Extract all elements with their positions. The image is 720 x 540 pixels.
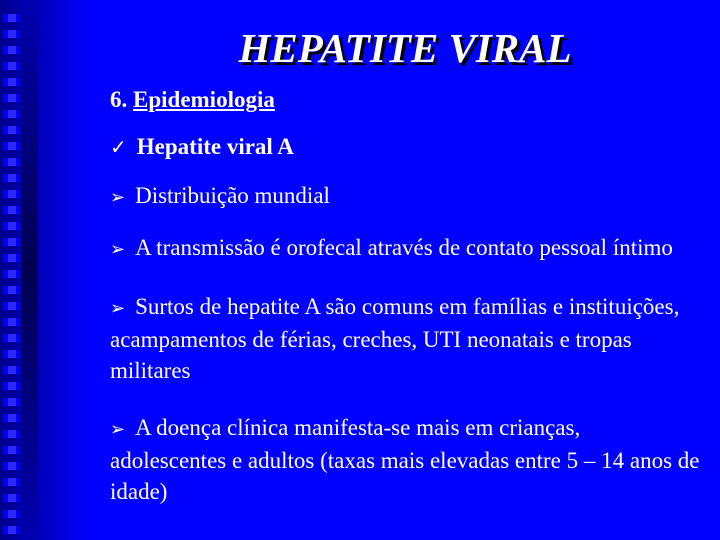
left-band-shadow — [22, 0, 38, 540]
arrow-bullet-icon: ➢ — [110, 187, 126, 208]
checkmark-icon: ✓ — [110, 135, 127, 159]
section-label: Epidemiologia — [133, 87, 275, 112]
bullet-item — [110, 291, 700, 386]
arrow-bullet-icon: ➢ — [110, 239, 126, 260]
bullet-item — [110, 180, 700, 213]
bullet-text: Surtos de hepatite A são comuns em famílias e instituições, acampamentos de férias, creches, UTI neonatais e tropas militares — [110, 294, 680, 383]
bullet-item — [110, 232, 700, 265]
subheading — [110, 131, 700, 163]
section-number: 6. — [110, 87, 128, 112]
bullet-item — [110, 412, 700, 507]
slide-content — [110, 84, 700, 526]
slide-title: HEPATITE VIRAL — [238, 25, 572, 71]
bullet-text: Distribuição mundial — [135, 183, 330, 208]
section-heading — [110, 84, 700, 115]
bullet-text: A doença clínica manifesta-se mais em crianças, adolescentes e adultos (taxas mais elevadas entre 5 – 14 anos de idade) — [110, 415, 700, 504]
subheading-text: Hepatite viral A — [136, 134, 294, 159]
arrow-bullet-icon: ➢ — [110, 419, 126, 440]
arrow-bullet-icon: ➢ — [110, 298, 126, 319]
left-square-highlight — [8, 14, 16, 540]
bullet-text: A transmissão é orofecal através de contato pessoal íntimo — [135, 235, 673, 260]
